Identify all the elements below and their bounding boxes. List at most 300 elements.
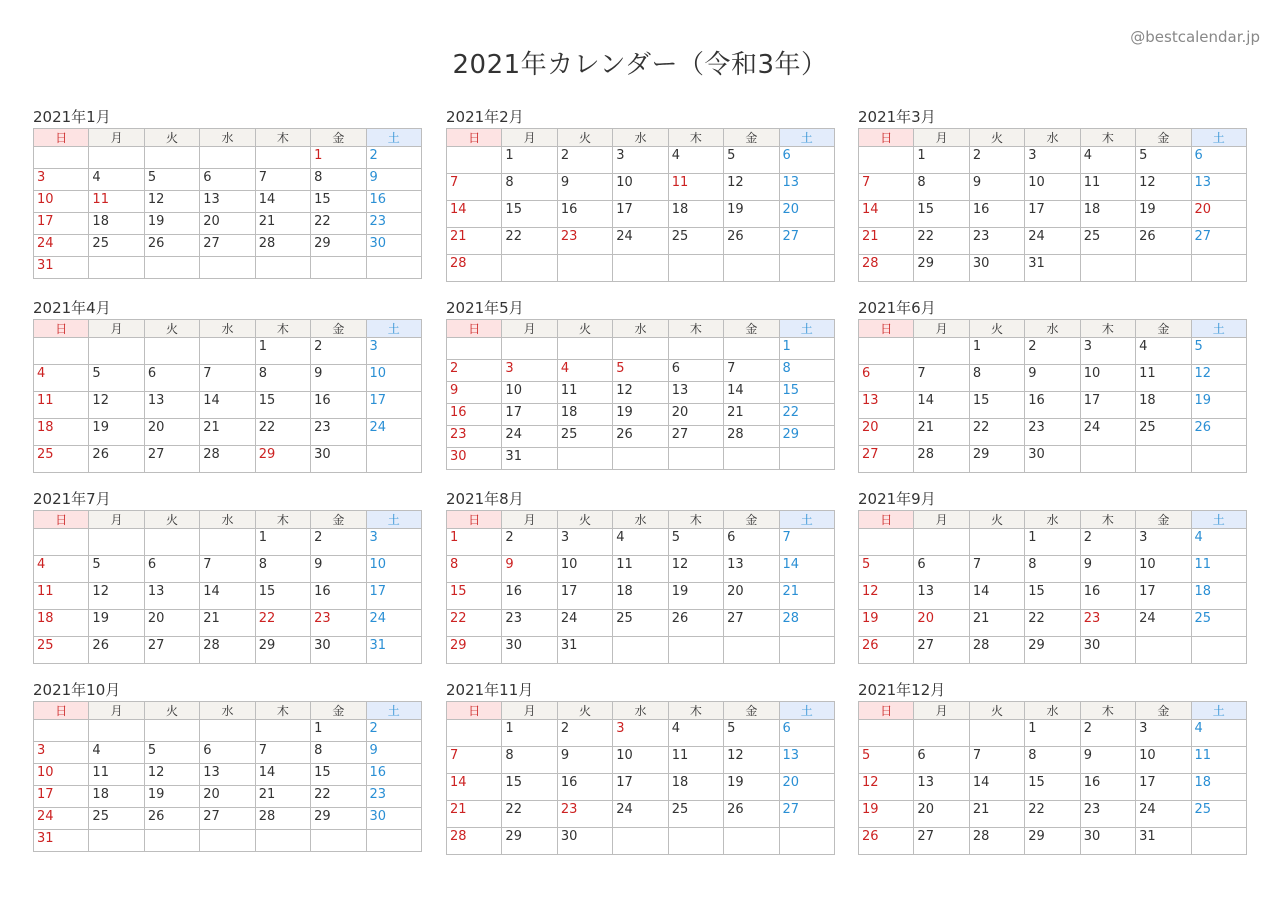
empty-day-cell bbox=[779, 448, 834, 470]
day-cell: 19 bbox=[89, 419, 144, 446]
empty-day-cell bbox=[668, 255, 723, 282]
empty-day-cell bbox=[859, 529, 914, 556]
day-cell: 9 bbox=[557, 747, 612, 774]
day-cell: 27 bbox=[914, 637, 969, 664]
page-title: 2021年カレンダー（令和3年） bbox=[452, 50, 828, 80]
day-cell: 24 bbox=[34, 808, 89, 830]
day-cell: 7 bbox=[779, 529, 834, 556]
day-cell: 6 bbox=[1191, 147, 1246, 174]
day-cell: 2 bbox=[311, 529, 366, 556]
day-cell: 19 bbox=[724, 201, 779, 228]
day-cell: 12 bbox=[1136, 174, 1191, 201]
empty-day-cell bbox=[668, 828, 723, 855]
month-calendar bbox=[446, 679, 835, 855]
day-cell: 7 bbox=[200, 556, 255, 583]
day-cell: 12 bbox=[89, 392, 144, 419]
day-cell: 5 bbox=[89, 556, 144, 583]
month-title: 2021年9月 bbox=[858, 490, 936, 508]
day-cell: 10 bbox=[557, 556, 612, 583]
day-cell: 21 bbox=[969, 610, 1024, 637]
day-cell: 18 bbox=[613, 583, 668, 610]
weekday-header: 月 bbox=[89, 511, 144, 529]
day-cell: 11 bbox=[668, 174, 723, 201]
day-cell: 4 bbox=[1191, 720, 1246, 747]
day-cell: 28 bbox=[969, 828, 1024, 855]
empty-day-cell bbox=[34, 147, 89, 169]
month-calendar bbox=[858, 106, 1247, 282]
day-cell: 4 bbox=[89, 169, 144, 191]
week-row bbox=[447, 228, 835, 255]
empty-day-cell bbox=[34, 338, 89, 365]
weekday-header: 金 bbox=[724, 129, 779, 147]
day-cell: 13 bbox=[200, 191, 255, 213]
day-cell: 17 bbox=[1136, 774, 1191, 801]
week-row bbox=[447, 255, 835, 282]
week-row bbox=[34, 786, 422, 808]
day-cell: 15 bbox=[255, 392, 310, 419]
empty-day-cell bbox=[200, 830, 255, 852]
day-cell: 20 bbox=[914, 610, 969, 637]
day-cell: 23 bbox=[366, 786, 421, 808]
weekday-header: 月 bbox=[914, 320, 969, 338]
day-cell: 11 bbox=[1191, 747, 1246, 774]
day-cell: 8 bbox=[255, 365, 310, 392]
month-title: 2021年1月 bbox=[33, 108, 111, 126]
empty-day-cell bbox=[200, 147, 255, 169]
empty-day-cell bbox=[1191, 255, 1246, 282]
day-cell: 25 bbox=[34, 637, 89, 664]
week-row bbox=[34, 742, 422, 764]
day-cell: 2 bbox=[366, 147, 421, 169]
day-cell: 9 bbox=[1080, 556, 1135, 583]
empty-day-cell bbox=[1191, 446, 1246, 473]
empty-day-cell bbox=[255, 257, 310, 279]
day-cell: 17 bbox=[613, 774, 668, 801]
empty-day-cell bbox=[89, 529, 144, 556]
day-cell: 13 bbox=[914, 583, 969, 610]
day-cell: 7 bbox=[969, 747, 1024, 774]
day-cell: 27 bbox=[144, 446, 199, 473]
day-cell: 3 bbox=[557, 529, 612, 556]
day-cell: 6 bbox=[144, 365, 199, 392]
day-cell: 25 bbox=[89, 235, 144, 257]
week-row bbox=[34, 147, 422, 169]
day-cell: 23 bbox=[557, 228, 612, 255]
day-cell: 21 bbox=[724, 404, 779, 426]
week-row bbox=[447, 610, 835, 637]
week-row bbox=[447, 448, 835, 470]
weekday-header: 金 bbox=[1136, 320, 1191, 338]
weekday-header: 金 bbox=[724, 702, 779, 720]
week-row bbox=[34, 235, 422, 257]
day-cell: 24 bbox=[366, 419, 421, 446]
day-cell: 17 bbox=[366, 583, 421, 610]
day-cell: 10 bbox=[1136, 556, 1191, 583]
day-cell: 4 bbox=[557, 360, 612, 382]
month-calendar bbox=[446, 488, 835, 664]
day-cell: 7 bbox=[200, 365, 255, 392]
day-cell: 14 bbox=[255, 191, 310, 213]
weekday-header-row bbox=[447, 129, 835, 147]
empty-day-cell bbox=[557, 255, 612, 282]
day-cell: 6 bbox=[914, 747, 969, 774]
week-row bbox=[34, 720, 422, 742]
weekday-header-row bbox=[859, 511, 1247, 529]
day-cell: 3 bbox=[1080, 338, 1135, 365]
empty-day-cell bbox=[447, 720, 502, 747]
weekday-header: 土 bbox=[366, 702, 421, 720]
day-cell: 24 bbox=[1136, 801, 1191, 828]
day-cell: 13 bbox=[859, 392, 914, 419]
weekday-header: 金 bbox=[1136, 129, 1191, 147]
weekday-header: 水 bbox=[613, 702, 668, 720]
day-cell: 18 bbox=[89, 213, 144, 235]
day-cell: 24 bbox=[557, 610, 612, 637]
weekday-header: 日 bbox=[447, 511, 502, 529]
weekday-header: 木 bbox=[255, 320, 310, 338]
day-cell: 22 bbox=[1025, 801, 1080, 828]
site-watermark: @bestcalendar.jp bbox=[1130, 28, 1260, 46]
day-cell: 15 bbox=[311, 191, 366, 213]
weekday-header: 火 bbox=[557, 702, 612, 720]
weekday-header: 日 bbox=[447, 320, 502, 338]
day-cell: 24 bbox=[34, 235, 89, 257]
weekday-header: 水 bbox=[200, 511, 255, 529]
empty-day-cell bbox=[34, 720, 89, 742]
day-cell: 22 bbox=[502, 801, 557, 828]
day-cell: 8 bbox=[969, 365, 1024, 392]
day-cell: 17 bbox=[557, 583, 612, 610]
empty-day-cell bbox=[914, 720, 969, 747]
day-cell: 1 bbox=[255, 338, 310, 365]
day-cell: 21 bbox=[255, 786, 310, 808]
weekday-header-row bbox=[859, 702, 1247, 720]
day-cell: 10 bbox=[1080, 365, 1135, 392]
day-cell: 27 bbox=[859, 446, 914, 473]
day-cell: 15 bbox=[1025, 583, 1080, 610]
weekday-header: 金 bbox=[311, 702, 366, 720]
weekday-header: 水 bbox=[1025, 320, 1080, 338]
day-cell: 15 bbox=[969, 392, 1024, 419]
weekday-header-row bbox=[859, 129, 1247, 147]
day-cell: 19 bbox=[89, 610, 144, 637]
day-cell: 22 bbox=[255, 419, 310, 446]
day-cell: 9 bbox=[447, 382, 502, 404]
day-cell: 30 bbox=[969, 255, 1024, 282]
weekday-header: 火 bbox=[144, 320, 199, 338]
day-cell: 5 bbox=[89, 365, 144, 392]
weekday-header: 水 bbox=[200, 129, 255, 147]
day-cell: 3 bbox=[1025, 147, 1080, 174]
day-cell: 12 bbox=[668, 556, 723, 583]
day-cell: 17 bbox=[502, 404, 557, 426]
week-row bbox=[859, 747, 1247, 774]
day-cell: 30 bbox=[1080, 637, 1135, 664]
empty-day-cell bbox=[144, 147, 199, 169]
empty-day-cell bbox=[613, 448, 668, 470]
empty-day-cell bbox=[859, 147, 914, 174]
day-cell: 23 bbox=[969, 228, 1024, 255]
day-cell: 21 bbox=[200, 419, 255, 446]
day-cell: 1 bbox=[779, 338, 834, 360]
day-cell: 9 bbox=[557, 174, 612, 201]
day-cell: 20 bbox=[200, 213, 255, 235]
day-cell: 6 bbox=[779, 147, 834, 174]
day-cell: 19 bbox=[613, 404, 668, 426]
week-row bbox=[859, 828, 1247, 855]
day-cell: 26 bbox=[89, 637, 144, 664]
day-cell: 13 bbox=[779, 747, 834, 774]
week-row bbox=[447, 360, 835, 382]
week-row bbox=[34, 169, 422, 191]
week-row bbox=[859, 637, 1247, 664]
empty-day-cell bbox=[668, 637, 723, 664]
day-cell: 27 bbox=[1191, 228, 1246, 255]
day-cell: 30 bbox=[311, 637, 366, 664]
day-cell: 4 bbox=[34, 365, 89, 392]
day-cell: 4 bbox=[668, 720, 723, 747]
day-cell: 10 bbox=[1025, 174, 1080, 201]
empty-day-cell bbox=[859, 338, 914, 365]
month-title: 2021年10月 bbox=[33, 681, 121, 699]
weekday-header-row bbox=[859, 320, 1247, 338]
weekday-header: 土 bbox=[779, 320, 834, 338]
day-cell: 18 bbox=[668, 201, 723, 228]
month-title: 2021年3月 bbox=[858, 108, 936, 126]
weekday-header: 木 bbox=[668, 129, 723, 147]
weekday-header: 日 bbox=[859, 511, 914, 529]
day-cell: 11 bbox=[557, 382, 612, 404]
empty-day-cell bbox=[502, 338, 557, 360]
day-cell: 31 bbox=[1136, 828, 1191, 855]
month-table bbox=[858, 319, 1247, 473]
weekday-header-row bbox=[447, 511, 835, 529]
month-title: 2021年5月 bbox=[446, 299, 524, 317]
month-table bbox=[858, 510, 1247, 664]
day-cell: 17 bbox=[613, 201, 668, 228]
day-cell: 1 bbox=[447, 529, 502, 556]
empty-day-cell bbox=[89, 338, 144, 365]
month-table bbox=[858, 701, 1247, 855]
month-table bbox=[446, 319, 835, 470]
day-cell: 14 bbox=[724, 382, 779, 404]
weekday-header: 金 bbox=[311, 511, 366, 529]
day-cell: 19 bbox=[1136, 201, 1191, 228]
day-cell: 25 bbox=[557, 426, 612, 448]
day-cell: 21 bbox=[859, 228, 914, 255]
day-cell: 10 bbox=[1136, 747, 1191, 774]
day-cell: 4 bbox=[34, 556, 89, 583]
day-cell: 28 bbox=[200, 637, 255, 664]
weekday-header: 金 bbox=[311, 129, 366, 147]
day-cell: 6 bbox=[668, 360, 723, 382]
day-cell: 1 bbox=[914, 147, 969, 174]
day-cell: 26 bbox=[613, 426, 668, 448]
weekday-header: 火 bbox=[557, 511, 612, 529]
day-cell: 10 bbox=[34, 191, 89, 213]
day-cell: 2 bbox=[1080, 720, 1135, 747]
week-row bbox=[447, 338, 835, 360]
week-row bbox=[34, 610, 422, 637]
empty-day-cell bbox=[668, 338, 723, 360]
day-cell: 22 bbox=[311, 786, 366, 808]
empty-day-cell bbox=[502, 255, 557, 282]
day-cell: 9 bbox=[1080, 747, 1135, 774]
week-row bbox=[859, 446, 1247, 473]
day-cell: 9 bbox=[1025, 365, 1080, 392]
day-cell: 20 bbox=[1191, 201, 1246, 228]
day-cell: 21 bbox=[779, 583, 834, 610]
day-cell: 19 bbox=[144, 786, 199, 808]
empty-day-cell bbox=[613, 338, 668, 360]
weekday-header: 月 bbox=[502, 320, 557, 338]
day-cell: 11 bbox=[668, 747, 723, 774]
day-cell: 17 bbox=[1136, 583, 1191, 610]
empty-day-cell bbox=[144, 529, 199, 556]
day-cell: 29 bbox=[311, 235, 366, 257]
empty-day-cell bbox=[1191, 828, 1246, 855]
day-cell: 31 bbox=[34, 830, 89, 852]
week-row bbox=[447, 382, 835, 404]
day-cell: 2 bbox=[1080, 529, 1135, 556]
week-row bbox=[859, 529, 1247, 556]
day-cell: 12 bbox=[859, 583, 914, 610]
weekday-header: 土 bbox=[779, 702, 834, 720]
day-cell: 10 bbox=[34, 764, 89, 786]
empty-day-cell bbox=[779, 255, 834, 282]
day-cell: 20 bbox=[779, 774, 834, 801]
day-cell: 2 bbox=[366, 720, 421, 742]
day-cell: 26 bbox=[144, 235, 199, 257]
weekday-header: 月 bbox=[914, 129, 969, 147]
day-cell: 25 bbox=[668, 228, 723, 255]
day-cell: 28 bbox=[779, 610, 834, 637]
week-row bbox=[447, 774, 835, 801]
day-cell: 18 bbox=[34, 419, 89, 446]
day-cell: 19 bbox=[668, 583, 723, 610]
day-cell: 31 bbox=[34, 257, 89, 279]
weekday-header: 水 bbox=[613, 511, 668, 529]
weekday-header: 月 bbox=[914, 702, 969, 720]
empty-day-cell bbox=[914, 529, 969, 556]
day-cell: 7 bbox=[859, 174, 914, 201]
day-cell: 5 bbox=[724, 720, 779, 747]
day-cell: 4 bbox=[1191, 529, 1246, 556]
empty-day-cell bbox=[557, 338, 612, 360]
weekday-header: 土 bbox=[1191, 702, 1246, 720]
day-cell: 26 bbox=[89, 446, 144, 473]
weekday-header: 日 bbox=[859, 129, 914, 147]
empty-day-cell bbox=[89, 830, 144, 852]
day-cell: 29 bbox=[255, 446, 310, 473]
week-row bbox=[859, 801, 1247, 828]
day-cell: 22 bbox=[447, 610, 502, 637]
empty-day-cell bbox=[366, 830, 421, 852]
day-cell: 13 bbox=[144, 392, 199, 419]
weekday-header: 木 bbox=[668, 702, 723, 720]
week-row bbox=[34, 529, 422, 556]
weekday-header: 土 bbox=[1191, 511, 1246, 529]
day-cell: 28 bbox=[447, 255, 502, 282]
day-cell: 27 bbox=[668, 426, 723, 448]
weekday-header: 木 bbox=[255, 129, 310, 147]
day-cell: 3 bbox=[34, 169, 89, 191]
month-calendar bbox=[33, 488, 422, 664]
weekday-header: 月 bbox=[914, 511, 969, 529]
day-cell: 11 bbox=[34, 583, 89, 610]
week-row bbox=[447, 747, 835, 774]
day-cell: 27 bbox=[724, 610, 779, 637]
day-cell: 13 bbox=[1191, 174, 1246, 201]
month-title: 2021年7月 bbox=[33, 490, 111, 508]
day-cell: 7 bbox=[724, 360, 779, 382]
weekday-header: 火 bbox=[557, 129, 612, 147]
day-cell: 4 bbox=[1080, 147, 1135, 174]
weekday-header-row bbox=[447, 320, 835, 338]
day-cell: 6 bbox=[779, 720, 834, 747]
day-cell: 17 bbox=[34, 786, 89, 808]
week-row bbox=[34, 419, 422, 446]
day-cell: 16 bbox=[1025, 392, 1080, 419]
day-cell: 22 bbox=[311, 213, 366, 235]
day-cell: 6 bbox=[200, 169, 255, 191]
day-cell: 30 bbox=[502, 637, 557, 664]
weekday-header: 火 bbox=[144, 702, 199, 720]
day-cell: 24 bbox=[1025, 228, 1080, 255]
month-table bbox=[446, 128, 835, 282]
day-cell: 12 bbox=[724, 174, 779, 201]
day-cell: 10 bbox=[613, 174, 668, 201]
day-cell: 16 bbox=[502, 583, 557, 610]
empty-day-cell bbox=[200, 529, 255, 556]
week-row bbox=[447, 426, 835, 448]
empty-day-cell bbox=[144, 830, 199, 852]
day-cell: 3 bbox=[366, 338, 421, 365]
day-cell: 16 bbox=[969, 201, 1024, 228]
day-cell: 23 bbox=[311, 610, 366, 637]
weekday-header: 金 bbox=[1136, 702, 1191, 720]
day-cell: 2 bbox=[1025, 338, 1080, 365]
weekday-header: 日 bbox=[447, 129, 502, 147]
day-cell: 20 bbox=[914, 801, 969, 828]
day-cell: 29 bbox=[447, 637, 502, 664]
weekday-header: 月 bbox=[89, 702, 144, 720]
week-row bbox=[859, 338, 1247, 365]
day-cell: 19 bbox=[859, 801, 914, 828]
week-row bbox=[859, 174, 1247, 201]
weekday-header: 土 bbox=[779, 129, 834, 147]
day-cell: 8 bbox=[447, 556, 502, 583]
day-cell: 7 bbox=[447, 174, 502, 201]
week-row bbox=[34, 365, 422, 392]
empty-day-cell bbox=[200, 720, 255, 742]
day-cell: 24 bbox=[1136, 610, 1191, 637]
day-cell: 29 bbox=[255, 637, 310, 664]
empty-day-cell bbox=[200, 257, 255, 279]
day-cell: 14 bbox=[969, 774, 1024, 801]
day-cell: 3 bbox=[1136, 720, 1191, 747]
week-row bbox=[447, 529, 835, 556]
empty-day-cell bbox=[255, 830, 310, 852]
weekday-header: 水 bbox=[1025, 511, 1080, 529]
empty-day-cell bbox=[724, 255, 779, 282]
empty-day-cell bbox=[724, 448, 779, 470]
week-row bbox=[447, 174, 835, 201]
month-calendar bbox=[446, 297, 835, 470]
week-row bbox=[34, 446, 422, 473]
day-cell: 12 bbox=[859, 774, 914, 801]
day-cell: 29 bbox=[1025, 637, 1080, 664]
